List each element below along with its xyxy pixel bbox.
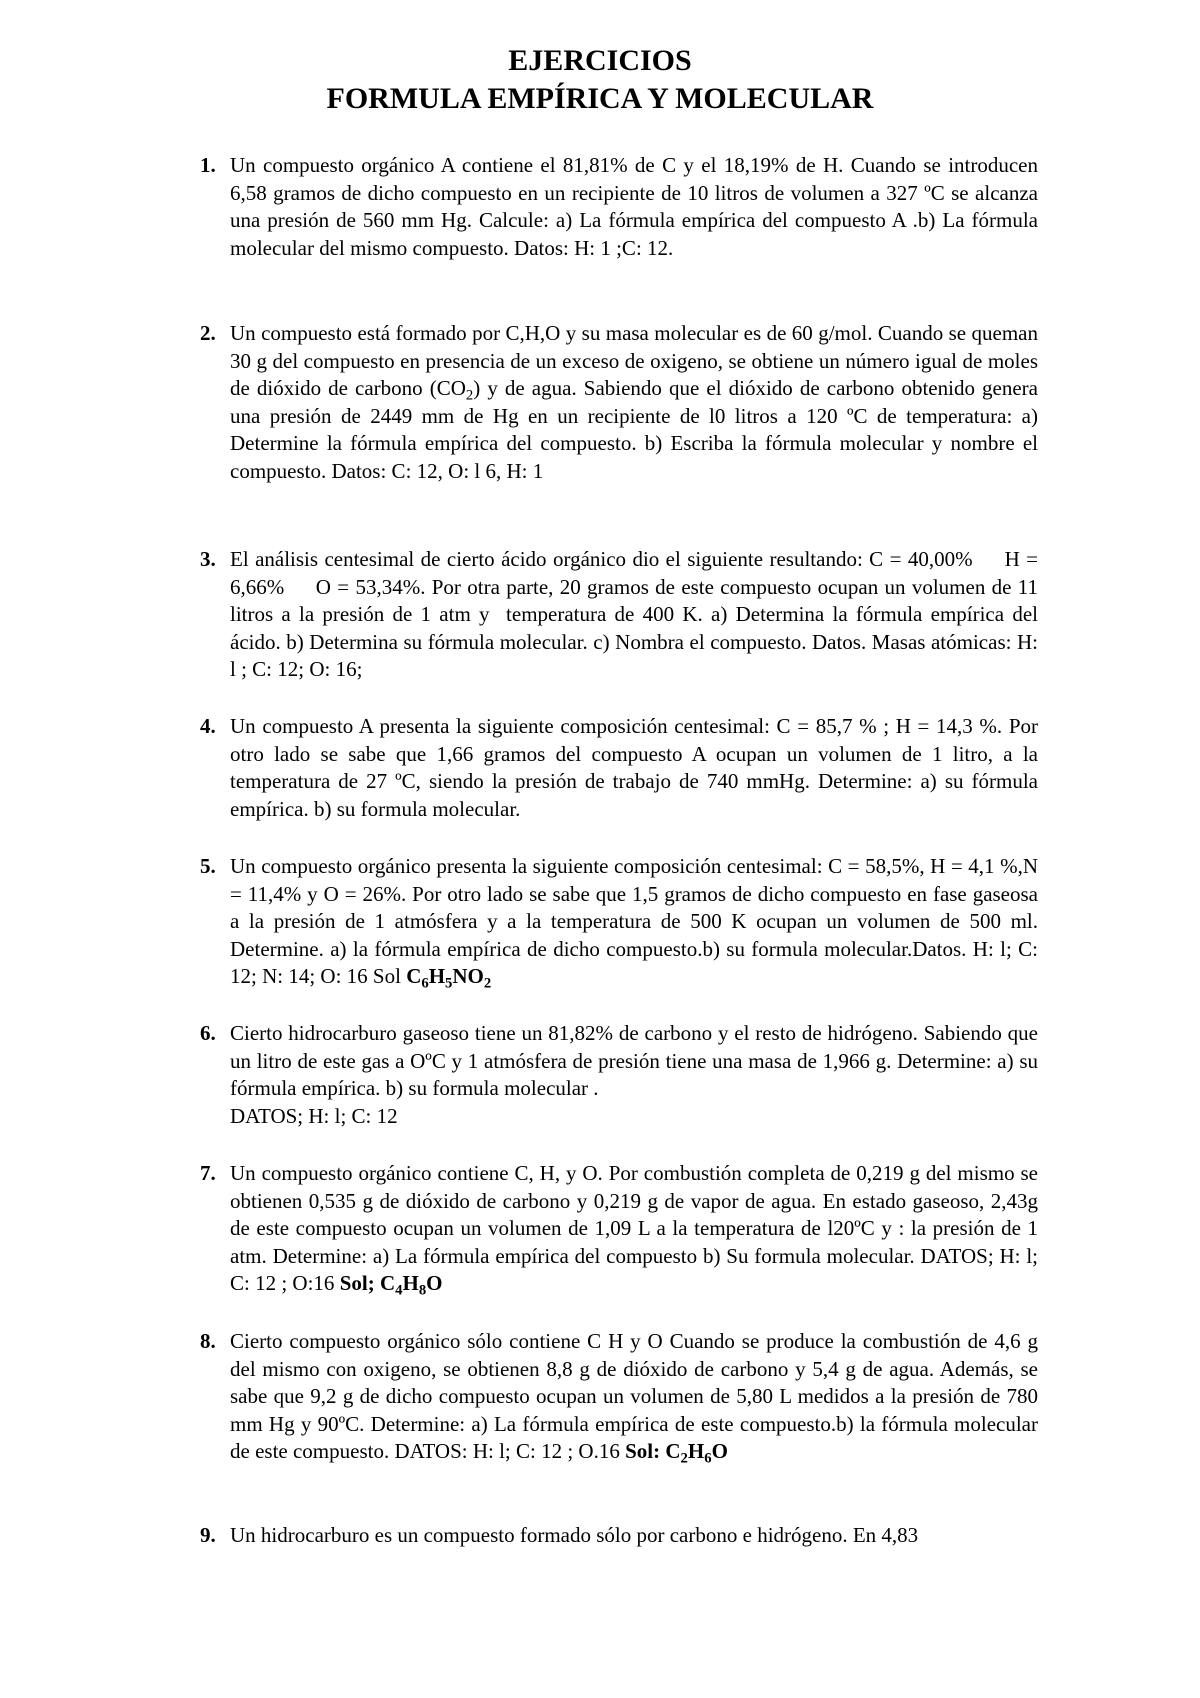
exercise-number: 8.: [200, 1329, 216, 1353]
exercise-number: 6.: [200, 1021, 216, 1045]
exercise-text: Un compuesto A presenta la siguiente composición centesimal: C = 85,7 % ; H = 14,3 %. Por otro lado se sabe que 1,66 gramos del compuesto A ocupan un volumen de 1 litro, a la temperatura de 27 ºC, siendo la presión de trabajo de 740 mmHg. Determine: a) su fórmula empírica. b) su formula molecular.: [230, 714, 1038, 821]
solution-label: Sol;: [339, 1271, 380, 1296]
exercise-text-part: Cierto hidrocarburo gaseoso tiene un 81,82% de carbono y el resto de hidrógeno. Sabiendo que un litro de este gas a OºC y 1 atmósfera de presión tiene una masa de 1,966 g. Determine: a) su fórmula empírica. b) su formula molecular .: [230, 1021, 1038, 1101]
subscript: 6: [421, 975, 429, 992]
exercise-text: [230, 320, 1038, 486]
exercise-text-part: Cierto compuesto orgánico sólo contiene C H y O Cuando se produce la combustión de 4,6 g del mismo con oxigeno, se obtienen 8,8 g de dióxido de carbono y 5,4 g de agua. Además, se sabe que 9,2 g de dicho compuesto ocupan un volumen de 5,80 L medidos a la presión de 780 mm Hg y 90ºC. Determine: a) La fórmula empírica de este compuesto.b) la fórmula molecular de este compuesto. DATOS: H: l; C: 12 ; O.16: [230, 1329, 1038, 1464]
subscript: 2: [465, 387, 474, 404]
solution-label: Sol:: [625, 1439, 666, 1464]
formula-element: C: [406, 964, 422, 989]
exercise-number: 5.: [200, 854, 216, 878]
exercise-text-part: Un compuesto orgánico presenta la siguiente composición centesimal: C = 58,5%, H = 4,1 %,N = 11,4% y O = 26%. Por otro lado se sabe que 1,5 gramos de dicho compuesto en fase gaseosa a la presión de 1 atmósfera y a la temperatura de 500 K ocupan un volumen de 500 ml. Determine. a) la fórmula empírica de dicho compuesto.b) su formula molecular.Datos. H: l; C: 12; N: 14; O: 16 Sol: [230, 854, 1038, 989]
exercise-text-part: DATOS; H: l; C: 12: [230, 1103, 398, 1128]
formula-element: NO: [452, 964, 484, 989]
exercise-text: [230, 853, 1038, 991]
formula-element: C: [665, 1439, 681, 1464]
subscript: 5: [445, 975, 453, 992]
exercise-text: [230, 1328, 1038, 1466]
exercise-text: El análisis centesimal de cierto ácido orgánico dio el siguiente resultando: C = 40,00% H = 6,66% O = 53,34%. Por otra parte, 20 gramos de este compuesto ocupan un volumen de 11 litros a la presión de 1 atm y temperatura de 400 K. a) Determina la fórmula empírica del ácido. b) Determina su fórmula molecular. c) Nombra el compuesto. Datos. Masas atómicas: H: l ; C: 12; O: 16;: [230, 547, 1044, 682]
exercise-text: Un compuesto orgánico A contiene el 81,81% de C y el 18,19% de H. Cuando se introducen 6,58 gramos de dicho compuesto en un recipiente de 10 litros de volumen a 327 ºC se alcanza una presión de 560 mm Hg. Calcule: a) La fórmula empírica del compuesto A .b) La fórmula molecular del mismo compuesto. Datos: H: 1 ;C: 12.: [230, 153, 1038, 260]
exercise-text: [230, 1020, 1038, 1130]
subscript: 2: [483, 975, 492, 992]
solution-formula: [625, 1439, 728, 1467]
exercise-number: 2.: [200, 321, 216, 345]
subscript: 4: [395, 1282, 403, 1299]
exercise-text: Un hidrocarburo es un compuesto formado sólo por carbono e hidrógeno. En 4,83: [230, 1523, 919, 1547]
exercise-number: 4.: [200, 714, 216, 738]
exercise-number: 3.: [200, 547, 216, 571]
document-title-line1: EJERCICIOS: [508, 44, 692, 77]
exercise-number: 1.: [200, 153, 216, 177]
subscript: 6: [704, 1450, 712, 1467]
formula-element: O: [426, 1271, 443, 1296]
formula-element: H: [687, 1439, 705, 1464]
formula-element: H: [402, 1271, 419, 1296]
subscript: 8: [418, 1282, 427, 1299]
document-title-line2: FORMULA EMPÍRICA Y MOLECULAR: [326, 82, 874, 115]
exercise-number: 9.: [200, 1523, 216, 1547]
solution-formula: [339, 1271, 443, 1299]
exercise-number: 7.: [200, 1161, 216, 1185]
formula-element: H: [428, 964, 446, 989]
exercise-text-part: ) y de agua. Sabiendo que el dióxido de carbono obtenido genera una presión de 2449 mm de Hg en un recipiente de l0 litros a 120 ºC de temperatura: a) Determine la fórmula empírica del compuesto. b) Escriba la fórmula molecular y nombre el compuesto. Datos: C: 12, O: l 6, H: 1: [230, 376, 1038, 483]
formula-element: O: [711, 1439, 728, 1464]
subscript: 2: [680, 1450, 688, 1467]
formula-element: C: [379, 1271, 396, 1296]
exercise-text-part: Un compuesto orgánico contiene C, H, y O. Por combustión completa de 0,219 g del mismo se obtienen 0,535 g de dióxido de carbono y 0,219 g de vapor de agua. En estado gaseoso, 2,43g de este compuesto ocupan un volumen de 1,09 L a la temperatura de l20ºC y : la presión de 1 atm. Determine: a) La fórmula empírica del compuesto b) Su formula molecular. DATOS; H: l; C: 12 ; O:16: [230, 1161, 1038, 1296]
solution-formula: [406, 964, 492, 992]
exercise-text-part: Un compuesto está formado por C,H,O y su masa molecular es de 60 g/mol. Cuando se queman 30 g del compuesto en presencia de un exceso de oxigeno, se obtiene un número igual de moles de dióxido de carbono (CO: [230, 321, 1038, 401]
exercise-text: [230, 1160, 1038, 1298]
